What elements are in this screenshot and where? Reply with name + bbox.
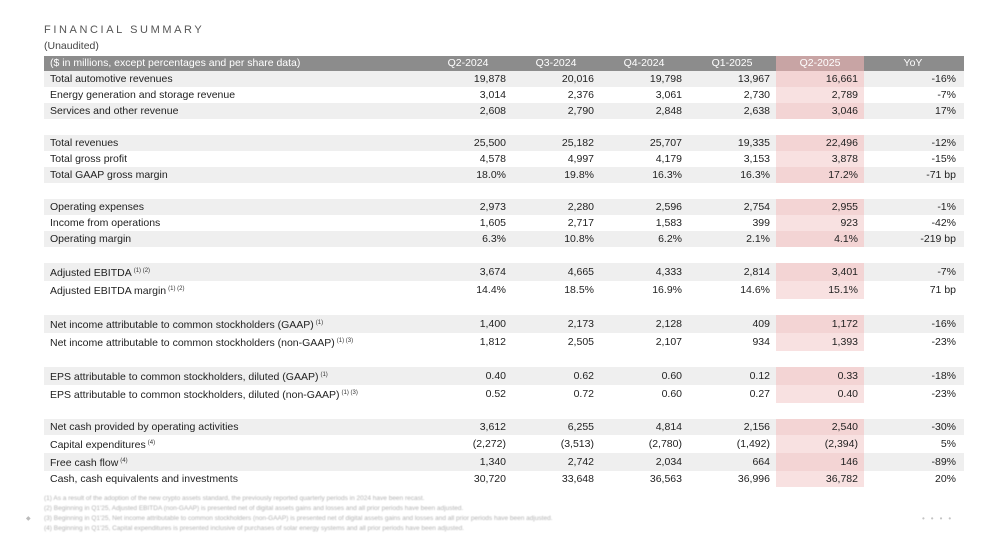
value-cell: 1,393 (776, 333, 864, 351)
table-row (44, 385, 964, 403)
spacer-cell (44, 403, 964, 419)
value-cell: 3,153 (688, 151, 776, 167)
value-cell: 1,340 (424, 453, 512, 471)
row-label-text: Income from operations (50, 217, 161, 229)
value-cell: 2,128 (600, 315, 688, 333)
value-cell: 36,996 (688, 471, 776, 487)
row-label-text: Total automotive revenues (50, 73, 173, 85)
group-spacer (44, 119, 964, 135)
value-cell: 22,496 (776, 135, 864, 151)
row-label (44, 419, 424, 435)
footnote-ref: (1) (2) (133, 268, 151, 274)
value-cell: 0.72 (512, 385, 600, 403)
value-cell: 2,540 (776, 419, 864, 435)
value-cell: 0.27 (688, 385, 776, 403)
row-label-text: Total gross profit (50, 153, 128, 165)
column-header-q3-2024: Q3-2024 (512, 56, 600, 71)
value-cell: (1,492) (688, 435, 776, 453)
value-cell: 1,400 (424, 315, 512, 333)
table-row (44, 199, 964, 215)
value-cell: 4,814 (600, 419, 688, 435)
table-row (44, 71, 964, 87)
value-cell: 4,179 (600, 151, 688, 167)
value-cell: (3,513) (512, 435, 600, 453)
slide-nav-dots-icon: •••• (922, 514, 958, 523)
footnote-line: (3) Beginning in Q1'25, Net income attributable to common stockholders (non-GAAP) is presented net of digital assets gains and losses and all prior periods have been adjusted. (44, 515, 553, 522)
table-row (44, 333, 964, 351)
value-cell: 2,848 (600, 103, 688, 119)
value-cell: 19,335 (688, 135, 776, 151)
page-subtitle: (Unaudited) (44, 40, 99, 52)
row-label (44, 71, 424, 87)
yoy-cell: 20% (864, 471, 964, 487)
yoy-cell: 5% (864, 435, 964, 453)
value-cell: 0.40 (424, 367, 512, 385)
row-label (44, 385, 424, 403)
spacer-cell (44, 299, 964, 315)
table-row (44, 103, 964, 119)
row-label-text: Free cash flow (50, 457, 119, 469)
value-cell: 0.62 (512, 367, 600, 385)
spacer-cell (44, 351, 964, 367)
yoy-cell: -71 bp (864, 167, 964, 183)
value-cell: 25,500 (424, 135, 512, 151)
value-cell: 2,814 (688, 263, 776, 281)
value-cell: 3,674 (424, 263, 512, 281)
value-cell: 0.52 (424, 385, 512, 403)
column-header-q2-2025: Q2-2025 (776, 56, 864, 71)
table-header-row (44, 56, 964, 71)
value-cell: 399 (688, 215, 776, 231)
value-cell: 3,046 (776, 103, 864, 119)
footnote-line: (2) Beginning in Q1'25, Adjusted EBITDA (non-GAAP) is presented net of digital assets gains and losses and all prior periods have been adjusted. (44, 505, 464, 512)
table-row (44, 315, 964, 333)
value-cell: 20,016 (512, 71, 600, 87)
row-label-text: Net cash provided by operating activities (50, 421, 239, 433)
row-label-text: Adjusted EBITDA margin (50, 285, 167, 297)
row-label-text: Total GAAP gross margin (50, 169, 168, 181)
column-header-q1-2025: Q1-2025 (688, 56, 776, 71)
footnote-ref: (1) (315, 320, 324, 326)
value-cell: 4,333 (600, 263, 688, 281)
value-cell: 146 (776, 453, 864, 471)
value-cell: 18.0% (424, 167, 512, 183)
row-label-text: Capital expenditures (50, 439, 146, 451)
footnote-ref: (1) (320, 372, 328, 378)
row-label-text: Operating expenses (50, 201, 144, 213)
value-cell: 6.3% (424, 231, 512, 247)
footnote-line: (1) As a result of the adoption of the new crypto assets standard, the previously reported quarterly periods in 2024 have been recast. (44, 495, 425, 502)
yoy-cell: -7% (864, 263, 964, 281)
yoy-cell: -18% (864, 367, 964, 385)
row-label (44, 199, 424, 215)
value-cell: 0.60 (600, 367, 688, 385)
row-label (44, 103, 424, 119)
value-cell: 2,973 (424, 199, 512, 215)
row-label (44, 333, 424, 351)
group-spacer (44, 403, 964, 419)
row-label (44, 263, 424, 281)
group-spacer (44, 247, 964, 263)
value-cell: 3,061 (600, 87, 688, 103)
value-cell: 2,156 (688, 419, 776, 435)
column-header-yoy: YoY (864, 56, 964, 71)
value-cell: (2,780) (600, 435, 688, 453)
column-header-q2-2024: Q2-2024 (424, 56, 512, 71)
financial-summary-table (44, 56, 964, 487)
value-cell: 2.1% (688, 231, 776, 247)
footnotes (44, 494, 553, 534)
yoy-cell: -30% (864, 419, 964, 435)
table-row (44, 453, 964, 471)
value-cell: 2,505 (512, 333, 600, 351)
row-label (44, 435, 424, 453)
yoy-cell: -15% (864, 151, 964, 167)
value-cell: 2,789 (776, 87, 864, 103)
value-cell: 4,578 (424, 151, 512, 167)
yoy-cell: -16% (864, 315, 964, 333)
value-cell: 25,707 (600, 135, 688, 151)
value-cell: 0.12 (688, 367, 776, 385)
value-cell: 10.8% (512, 231, 600, 247)
value-cell: 0.33 (776, 367, 864, 385)
value-cell: 14.6% (688, 281, 776, 299)
value-cell: 2,376 (512, 87, 600, 103)
value-cell: 923 (776, 215, 864, 231)
spacer-cell (44, 183, 964, 199)
value-cell: 0.40 (776, 385, 864, 403)
row-label (44, 135, 424, 151)
value-cell: 13,967 (688, 71, 776, 87)
value-cell: 2,034 (600, 453, 688, 471)
table-row (44, 471, 964, 487)
row-label-text: EPS attributable to common stockholders, diluted (non-GAAP) (50, 389, 340, 401)
value-cell: 2,173 (512, 315, 600, 333)
row-label (44, 151, 424, 167)
value-cell: 2,955 (776, 199, 864, 215)
page-title: FINANCIAL SUMMARY (44, 24, 205, 36)
row-label-text: EPS attributable to common stockholders, diluted (GAAP) (50, 371, 319, 383)
footnote-ref: (1) (3) (336, 338, 354, 344)
value-cell: 18.5% (512, 281, 600, 299)
row-label-text: Adjusted EBITDA (50, 267, 132, 279)
yoy-cell: -16% (864, 71, 964, 87)
row-label (44, 167, 424, 183)
value-cell: 2,608 (424, 103, 512, 119)
table-row (44, 435, 964, 453)
row-label (44, 315, 424, 333)
yoy-cell: -219 bp (864, 231, 964, 247)
value-cell: 3,401 (776, 263, 864, 281)
value-cell: 2,754 (688, 199, 776, 215)
value-cell: 25,182 (512, 135, 600, 151)
table-row (44, 87, 964, 103)
value-cell: 4,997 (512, 151, 600, 167)
table-row (44, 135, 964, 151)
row-label-text: Operating margin (50, 233, 132, 245)
value-cell: 2,730 (688, 87, 776, 103)
table-row (44, 263, 964, 281)
value-cell: 2,790 (512, 103, 600, 119)
yoy-cell: -89% (864, 453, 964, 471)
value-cell: 6,255 (512, 419, 600, 435)
group-spacer (44, 351, 964, 367)
value-cell: 30,720 (424, 471, 512, 487)
row-label (44, 281, 424, 299)
table-row (44, 419, 964, 435)
row-label-text: Net income attributable to common stockholders (non-GAAP) (50, 337, 335, 349)
value-cell: (2,394) (776, 435, 864, 453)
value-cell: 14.4% (424, 281, 512, 299)
footnote-ref: (1) (3) (341, 390, 358, 396)
value-cell: 1,172 (776, 315, 864, 333)
table-row (44, 231, 964, 247)
column-header-q4-2024: Q4-2024 (600, 56, 688, 71)
value-cell: 36,563 (600, 471, 688, 487)
footnote-ref: (4) (147, 440, 156, 446)
yoy-cell: -1% (864, 199, 964, 215)
value-cell: 664 (688, 453, 776, 471)
value-cell: 0.60 (600, 385, 688, 403)
row-label-text: Cash, cash equivalents and investments (50, 473, 238, 485)
table-row (44, 151, 964, 167)
value-cell: 16,661 (776, 71, 864, 87)
value-cell: 934 (688, 333, 776, 351)
value-cell: 36,782 (776, 471, 864, 487)
table-row (44, 167, 964, 183)
value-cell: 1,583 (600, 215, 688, 231)
header-label: ($ in millions, except percentages and per share data) (44, 56, 424, 71)
value-cell: 16.9% (600, 281, 688, 299)
row-label (44, 215, 424, 231)
yoy-cell: -42% (864, 215, 964, 231)
table-row (44, 281, 964, 299)
value-cell: 16.3% (600, 167, 688, 183)
value-cell: 4.1% (776, 231, 864, 247)
row-label-text: Total revenues (50, 137, 119, 149)
value-cell: 2,107 (600, 333, 688, 351)
value-cell: 16.3% (688, 167, 776, 183)
yoy-cell: 17% (864, 103, 964, 119)
value-cell: 2,742 (512, 453, 600, 471)
row-label-text: Energy generation and storage revenue (50, 89, 236, 101)
row-label (44, 367, 424, 385)
row-label (44, 231, 424, 247)
row-label (44, 87, 424, 103)
value-cell: 2,280 (512, 199, 600, 215)
value-cell: 17.2% (776, 167, 864, 183)
group-spacer (44, 183, 964, 199)
value-cell: 6.2% (600, 231, 688, 247)
value-cell: 3,014 (424, 87, 512, 103)
value-cell: (2,272) (424, 435, 512, 453)
row-label (44, 453, 424, 471)
value-cell: 2,717 (512, 215, 600, 231)
value-cell: 1,605 (424, 215, 512, 231)
value-cell: 4,665 (512, 263, 600, 281)
spacer-cell (44, 119, 964, 135)
table-row (44, 215, 964, 231)
yoy-cell: -23% (864, 385, 964, 403)
value-cell: 1,812 (424, 333, 512, 351)
value-cell: 409 (688, 315, 776, 333)
value-cell: 19,878 (424, 71, 512, 87)
row-label (44, 471, 424, 487)
footnote-line: (4) Beginning in Q1'25, Capital expenditures is presented inclusive of purchases of solar energy systems and all prior periods have been adjusted. (44, 525, 465, 532)
value-cell: 33,648 (512, 471, 600, 487)
page-marker-icon: ◆ (26, 516, 31, 522)
yoy-cell: -7% (864, 87, 964, 103)
footnote-ref: (4) (120, 458, 128, 464)
value-cell: 3,612 (424, 419, 512, 435)
footnote-ref: (1) (2) (168, 286, 185, 292)
value-cell: 19,798 (600, 71, 688, 87)
row-label-text: Services and other revenue (50, 105, 179, 117)
table-row (44, 367, 964, 385)
yoy-cell: -23% (864, 333, 964, 351)
value-cell: 15.1% (776, 281, 864, 299)
value-cell: 2,638 (688, 103, 776, 119)
spacer-cell (44, 247, 964, 263)
value-cell: 19.8% (512, 167, 600, 183)
row-label-text: Net income attributable to common stockholders (GAAP) (50, 319, 314, 331)
group-spacer (44, 299, 964, 315)
value-cell: 3,878 (776, 151, 864, 167)
value-cell: 2,596 (600, 199, 688, 215)
yoy-cell: 71 bp (864, 281, 964, 299)
yoy-cell: -12% (864, 135, 964, 151)
